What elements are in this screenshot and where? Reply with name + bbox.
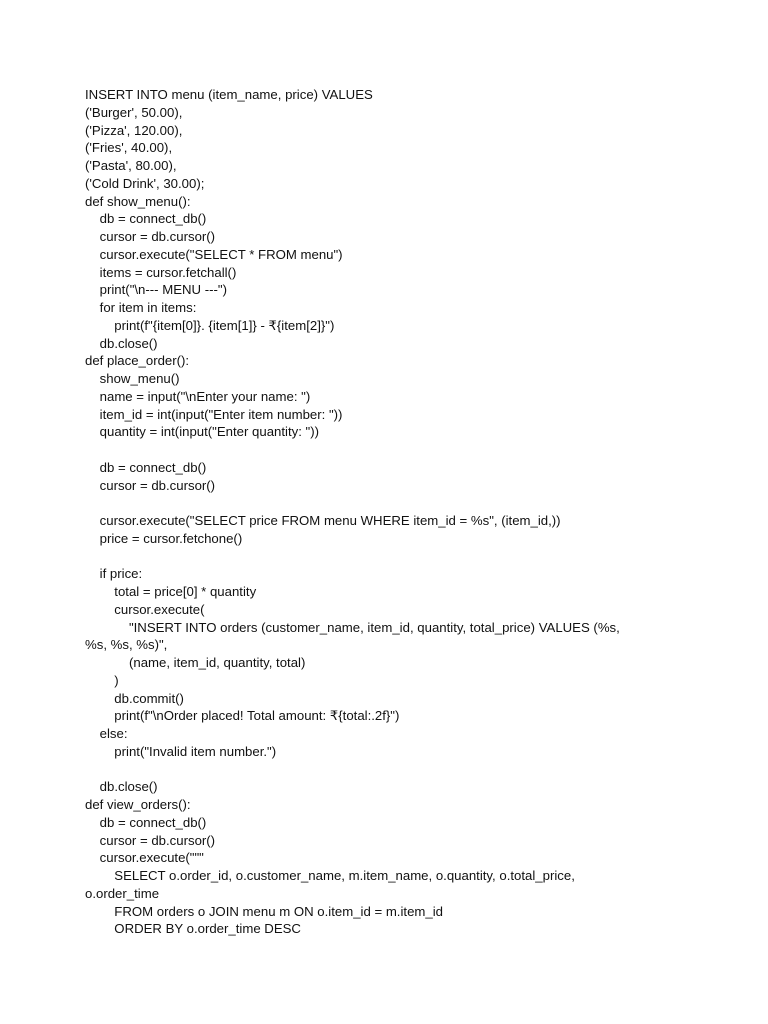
code-line: ) [85,672,119,688]
code-line: def place_order(): [85,353,190,369]
code-block [85,86,725,938]
code-line: total = price[0] * quantity [85,584,257,599]
code-line: db = connect_db() [85,211,207,227]
code-line: cursor.execute("SELECT * FROM menu") [85,246,343,262]
code-line: show_menu() [85,371,180,386]
code-line: if price: [85,566,143,582]
code-line: print("\n--- MENU ---") [85,282,227,298]
code-line: db = connect_db() [85,814,207,830]
code-line: cursor.execute( [85,601,205,617]
code-line: (name, item_id, quantity, total) [85,655,306,670]
code-line: name = input("\nEnter your name: ") [85,388,311,404]
code-line: cursor = db.cursor() [85,832,216,848]
code-line: def show_menu(): [85,193,191,209]
code-line: quantity = int(input("Enter quantity: ")) [85,424,320,440]
code-line: print(f"{item[0]}. {item[1]} - ₹{item[2]}") [85,317,335,333]
code-line: ('Burger', 50.00), [85,104,183,120]
code-line: items = cursor.fetchall() [85,264,237,280]
code-line [85,761,725,779]
code-line: SELECT o.order_id, o.customer_name, m.item_name, o.quantity, o.total_price, [85,868,575,883]
code-line [85,494,725,512]
code-line: item_id = int(input("Enter item number: ")) [85,406,343,422]
code-line [85,548,725,566]
code-line: "INSERT INTO orders (customer_name, item_id, quantity, total_price) VALUES (%s, [85,619,620,635]
code-line: ORDER BY o.order_time DESC [85,921,301,937]
code-line: ('Pasta', 80.00), [85,158,177,173]
code-line: ('Cold Drink', 30.00); [85,175,205,191]
code-line: else: [85,726,128,741]
code-line: cursor.execute(""" [85,850,204,866]
code-line: print(f"\nOrder placed! Total amount: ₹{total:.2f}") [85,708,400,724]
code-line: def view_orders(): [85,797,191,812]
code-line: cursor = db.cursor() [85,477,216,493]
code-line [85,441,725,459]
code-line: print("Invalid item number.") [85,743,277,759]
code-line: FROM orders o JOIN menu m ON o.item_id = m.item_id [85,903,443,919]
code-line: cursor.execute("SELECT price FROM menu WHERE item_id = %s", (item_id,)) [85,513,561,528]
code-line: ('Pizza', 120.00), [85,122,183,138]
code-line: price = cursor.fetchone() [85,530,243,546]
code-line: for item in items: [85,300,197,315]
code-line: %s, %s, %s)", [85,637,168,653]
code-line: o.order_time [85,885,160,901]
code-line: cursor = db.cursor() [85,229,216,244]
code-line: db.close() [85,779,158,795]
code-line: db = connect_db() [85,459,207,475]
code-line: INSERT INTO menu (item_name, price) VALUES [85,87,373,102]
code-line: db.commit() [85,690,184,706]
code-line: ('Fries', 40.00), [85,140,173,156]
code-line: db.close() [85,335,158,351]
